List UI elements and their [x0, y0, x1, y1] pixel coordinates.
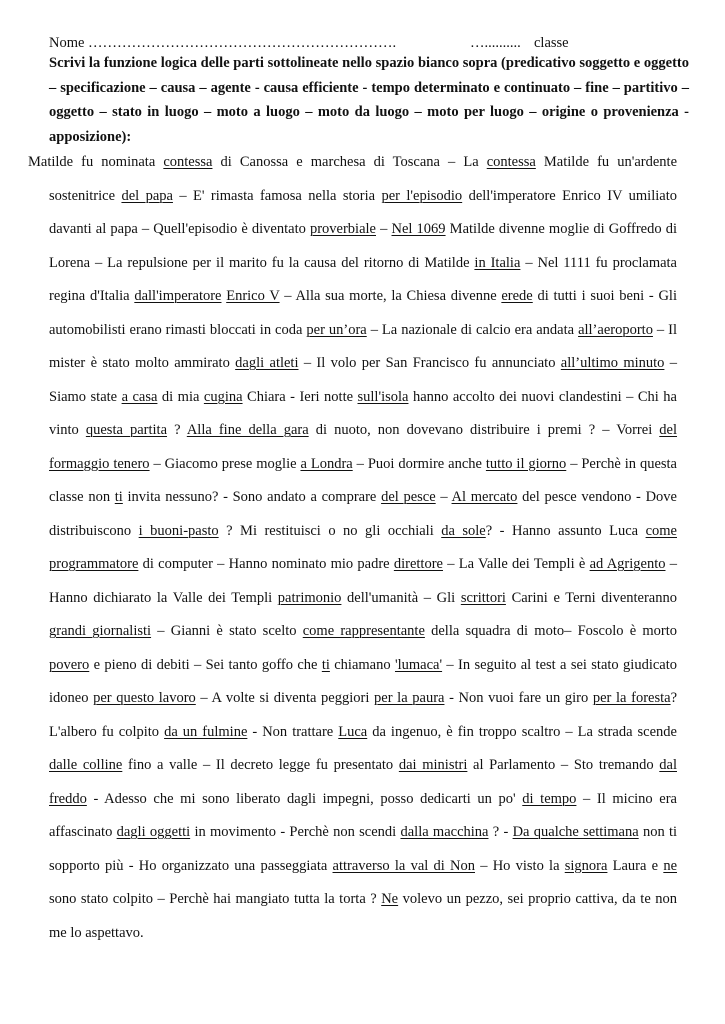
underlined-phrase: dagli oggetti	[116, 824, 191, 840]
text-run: – Giacomo prese moglie	[149, 455, 301, 472]
underlined-phrase: Nel 1069	[391, 221, 446, 237]
text-run: Matilde fu un'ardente sostenitrice	[49, 154, 677, 204]
underlined-phrase: a casa	[121, 388, 158, 405]
underlined-phrase: dall'imperatore	[134, 288, 222, 304]
text-run: – A volte si diventa peggiori	[195, 690, 375, 706]
underlined-phrase: grandi giornalisti	[49, 623, 152, 639]
text-run: Laura e	[607, 857, 664, 874]
underlined-phrase: per questo lavoro	[93, 690, 196, 706]
underlined-phrase: del pesce	[381, 489, 436, 505]
underlined-phrase: dalle colline	[49, 757, 123, 773]
text-run: dell'imperatore Enrico IV umiliato davanti al papa – Quell'episodio è diventato	[49, 187, 677, 237]
underlined-phrase: cugina	[203, 388, 243, 405]
underlined-phrase: dagli atleti	[235, 355, 299, 371]
underlined-phrase: da un fulmine	[164, 723, 248, 740]
class-label: classe	[534, 35, 569, 51]
text-run: – Ho visto la	[475, 857, 565, 874]
text-run: hanno accolto dei nuovi clandestini – Chi ha vinto	[49, 388, 677, 438]
underlined-phrase: da sole	[441, 522, 486, 539]
text-run: ? Mi restituisci o no gli occhiali	[218, 522, 442, 539]
underlined-phrase: dalla macchina	[400, 824, 489, 840]
underlined-phrase: povero	[49, 656, 90, 673]
exercise-instructions: Scrivi la funzione logica delle parti sottolineate nello spazio bianco sopra (predicativo soggetto e oggetto – specificazione – causa – agente - causa efficiente - tempo determinato e continuato – fine – partitivo – oggetto – stato in luogo – moto a luogo – moto da luogo – moto per luogo – origine o provenienza - apposizione):	[49, 55, 689, 145]
text-run: della squadra di moto– Foscolo è morto	[424, 623, 678, 639]
text-run: – E' rimasta famosa nella storia	[172, 187, 382, 204]
text-run: – La Valle dei Templi è	[442, 556, 590, 572]
text-run: dell'umanità – Gli	[341, 589, 461, 606]
underlined-phrase: Luca	[338, 723, 368, 740]
text-run: ? -	[488, 824, 513, 840]
text-run: - Non trattare	[247, 723, 339, 740]
underlined-phrase: come rappresentante	[302, 623, 425, 639]
student-header	[49, 34, 689, 52]
text-run: volevo un pezzo, sei proprio cattiva, da te non me lo aspettavo.	[49, 891, 678, 941]
exercise-text	[28, 146, 678, 950]
text-run: chiamano	[329, 656, 395, 673]
text-run: da ingenuo, è fin troppo scaltro – La strada scende	[367, 723, 677, 740]
underlined-phrase: i buoni-pasto	[138, 522, 219, 539]
underlined-phrase: di tempo	[522, 790, 577, 807]
underlined-phrase: all’aeroporto	[578, 321, 653, 338]
text-run: – Puoi dormire anche	[352, 455, 486, 472]
underlined-phrase: erede	[501, 288, 533, 304]
text-run: – Alla sua morte, la Chiesa divenne	[279, 288, 502, 304]
text-run: ? L'albero fu colpito	[49, 690, 678, 740]
text-run: invita nessuno? - Sono andato a comprare	[122, 489, 382, 505]
name-field-label: Nome ……………………………………………………….	[49, 35, 397, 51]
underlined-phrase: del papa	[121, 187, 173, 204]
text-run: – Il mister è stato molto ammirato	[49, 321, 678, 371]
underlined-phrase: questa partita	[85, 422, 168, 438]
underlined-phrase: per un’ora	[306, 321, 367, 338]
underlined-phrase: all’ultimo minuto	[560, 355, 665, 371]
text-run: al Parlamento – Sto tremando	[467, 757, 660, 773]
text-run: Matilde divenne moglie di Goffredo di Lorena – La repulsione per il marito fu la causa del ritorno di Matilde	[49, 221, 677, 271]
underlined-phrase: Alla fine della gara	[186, 422, 309, 438]
text-run: –	[376, 221, 392, 237]
text-run: ? - Hanno assunto Luca	[485, 522, 646, 539]
underlined-phrase: attraverso la val di Non	[332, 857, 475, 874]
underlined-phrase: ne	[663, 857, 678, 874]
text-run: – Nel 1111 fu proclamata regina d'Italia	[49, 254, 677, 304]
underlined-phrase: Enrico V	[226, 288, 280, 304]
underlined-phrase: ti	[321, 656, 330, 673]
text-run: fino a valle – Il decreto legge fu presentato	[122, 757, 399, 773]
text-run: Matilde fu nominata	[28, 154, 164, 170]
text-run: Chiara - Ieri notte	[242, 388, 358, 405]
underlined-phrase: Al mercato	[451, 489, 518, 505]
underlined-phrase: tutto il giorno	[485, 455, 567, 472]
underlined-phrase: scrittori	[460, 589, 506, 606]
text-run: sono stato colpito – Perchè hai mangiato tutta la torta ?	[49, 891, 382, 907]
underlined-phrase: Da qualche settimana	[512, 824, 639, 840]
underlined-phrase: dal freddo	[49, 757, 677, 807]
underlined-phrase: direttore	[393, 556, 443, 572]
underlined-phrase: contessa	[486, 154, 536, 170]
underlined-phrase: ti	[114, 489, 123, 505]
text-run: di Canossa e marchesa di Toscana – La	[212, 154, 487, 170]
text-run: in movimento - Perchè non scendi	[190, 824, 401, 840]
underlined-phrase: come programmatore	[49, 522, 677, 572]
underlined-phrase: dai ministri	[398, 757, 468, 773]
text-run: di mia	[157, 388, 204, 405]
underlined-phrase: sull'isola	[357, 388, 409, 405]
text-run: non ti sopporto più - Ho organizzato una passeggiata	[49, 824, 678, 874]
text-run: – In seguito al test a sei stato giudicato idoneo	[49, 656, 677, 706]
text-run: di computer – Hanno nominato mio padre	[138, 556, 394, 572]
underlined-phrase: ad Agrigento	[589, 556, 666, 572]
text-run: Carini e Terni diventeranno	[505, 589, 677, 606]
text-run: – Il micino era affascinato	[49, 790, 677, 840]
text-run: – Il volo per San Francisco fu annunciato	[298, 355, 561, 371]
text-run: – La nazionale di calcio era andata	[366, 321, 579, 338]
text-run: del pesce vendono - Dove distribuiscono	[49, 489, 677, 539]
underlined-phrase: per l'episodio	[381, 187, 463, 204]
underlined-phrase: per la paura	[374, 690, 445, 706]
text-run: – Gianni è stato scelto	[151, 623, 303, 639]
underlined-phrase: in Italia	[474, 254, 521, 271]
text-run: di nuoto, non dovevano distribuire i premi ? – Vorrei	[308, 422, 660, 438]
underlined-phrase: 'lumaca'	[394, 656, 443, 673]
text-run: – Hanno dichiarato la Valle dei Templi	[49, 556, 677, 606]
underlined-phrase: proverbiale	[309, 221, 376, 237]
underlined-phrase: del formaggio tenero	[49, 422, 678, 472]
class-blank: …..........	[470, 35, 521, 51]
underlined-phrase: Ne	[381, 891, 399, 907]
text-run: – Siamo state	[49, 355, 678, 405]
text-run: - Adesso che mi sono liberato dagli impegni, posso dedicarti un po'	[86, 790, 523, 807]
underlined-phrase: contessa	[163, 154, 213, 170]
text-run: - Non vuoi fare un giro	[444, 690, 593, 706]
text-run: di tutti i suoi beni - Gli automobilisti erano rimasti bloccati in coda	[49, 288, 677, 338]
underlined-phrase: patrimonio	[277, 589, 342, 606]
underlined-phrase: signora	[564, 857, 608, 874]
text-run: ?	[167, 422, 187, 438]
text-run: –	[435, 489, 452, 505]
underlined-phrase: a Londra	[300, 455, 353, 472]
text-run: e pieno di debiti – Sei tanto goffo che	[89, 656, 322, 673]
text-run: – Perchè in questa classe non	[49, 455, 677, 505]
underlined-phrase: per la foresta	[592, 690, 671, 706]
